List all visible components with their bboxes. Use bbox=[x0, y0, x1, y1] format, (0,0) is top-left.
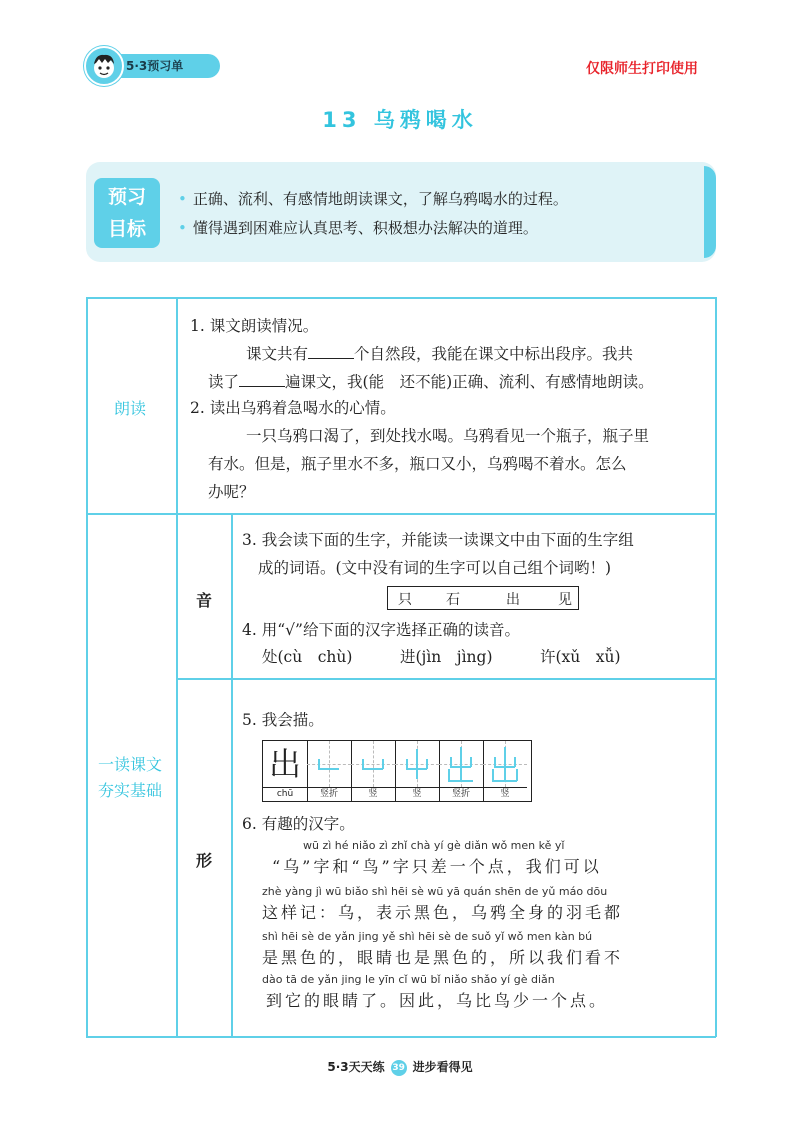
goals-badge bbox=[94, 178, 160, 248]
footer-right: 进步看得见 bbox=[412, 1060, 473, 1074]
pinyin-line: shì hēi sè de yǎn jing yě shì hēi sè de suǒ yǐ wǒ men kàn bú bbox=[262, 930, 593, 943]
goals-badge-line2: 目标 bbox=[107, 218, 146, 240]
grid-cell[interactable] bbox=[483, 741, 527, 787]
print-notice: 仅限师生打印使用 bbox=[586, 61, 698, 77]
table-border-right bbox=[715, 297, 717, 1037]
new-char: 出 bbox=[506, 592, 520, 608]
new-char-box bbox=[387, 586, 579, 610]
grid-cell bbox=[263, 741, 308, 787]
q1-line1-a: 课文共有 bbox=[246, 345, 309, 363]
label-yin: 音 bbox=[196, 591, 213, 610]
goal-item: • 懂得遇到困难应认真思考、积极想办法解决的道理。 bbox=[178, 219, 538, 237]
hanzi-line: 到它的眼睛了。因此，乌比鸟少一个点。 bbox=[266, 991, 609, 1010]
page-title: 13 乌鸦喝水 bbox=[322, 108, 478, 132]
goal-text: 正确、流利、有感情地朗读课文，了解乌鸦喝水的过程。 bbox=[192, 190, 568, 208]
grid-cell[interactable] bbox=[351, 741, 396, 787]
q4-option[interactable]: 许(xǔ xǚ) bbox=[540, 648, 621, 666]
q2-title: 2. 读出乌鸦着急喝水的心情。 bbox=[190, 399, 396, 417]
table-border-bottom bbox=[86, 1036, 716, 1038]
table-border-top bbox=[86, 297, 716, 299]
hanzi-line: “乌”字和“鸟”字只差一个点，我们可以 bbox=[272, 857, 602, 876]
q4-option[interactable]: 进(jìn jìng) bbox=[400, 648, 493, 666]
q1-line2-b: 遍课文，我(能 还不能)正确、流利、有感情地朗读。 bbox=[285, 373, 654, 391]
q2-line1: 一只乌鸦口渴了，到处找水喝。乌鸦看见一个瓶子，瓶子里 bbox=[246, 427, 650, 445]
q5-title: 5. 我会描。 bbox=[242, 711, 324, 729]
stroke-trace-icon bbox=[307, 741, 351, 787]
goals-box bbox=[86, 162, 716, 262]
writing-grid[interactable] bbox=[262, 740, 532, 802]
hanzi-line: 是黑色的，眼睛也是黑色的，所以我们看不 bbox=[262, 948, 624, 967]
mascot-icon bbox=[84, 46, 124, 86]
stroke-trace-icon bbox=[439, 741, 483, 787]
q1-line2-a: 读了 bbox=[208, 373, 240, 391]
page-number: 39 bbox=[391, 1060, 407, 1076]
q1-line1-b: 个自然段，我能在课文中标出段序。我共 bbox=[354, 345, 634, 363]
blank-read-times[interactable] bbox=[239, 372, 285, 387]
label-yidu-line2: 夯实基础 bbox=[98, 781, 163, 800]
pinyin-line: wū zì hé niǎo zì zhǐ chà yí gè diǎn wǒ men kě yǐ bbox=[303, 839, 565, 852]
table-border-left bbox=[86, 297, 88, 1037]
new-char: 石 bbox=[446, 592, 460, 608]
new-char: 只 bbox=[398, 592, 412, 608]
table-row-divider bbox=[176, 678, 716, 680]
q3-line1: 3. 我会读下面的生字，并能读一读课文中由下面的生字组 bbox=[242, 531, 634, 549]
pinyin-line: dào tā de yǎn jing le yīn cǐ wū bǐ niǎo shǎo yí gè diǎn bbox=[262, 973, 555, 986]
footer-left: 5·3天天练 bbox=[327, 1060, 385, 1074]
q2-line2: 有水。但是，瓶子里水不多，瓶口又小，乌鸦喝不着水。怎么 bbox=[208, 455, 627, 473]
stroke-trace-icon bbox=[395, 741, 439, 787]
stroke-trace-icon bbox=[483, 741, 527, 787]
q4-option[interactable]: 处(cù chù) bbox=[262, 648, 353, 666]
q1-line2 bbox=[208, 372, 654, 392]
new-char: 见 bbox=[558, 592, 572, 608]
table-row-divider bbox=[86, 513, 716, 515]
pinyin-line: zhè yàng jì wū biǎo shì hēi sè wū yā quán shēn de yǔ máo dōu bbox=[262, 885, 608, 898]
label-langdu: 朗读 bbox=[114, 399, 147, 418]
goals-box-edge bbox=[704, 166, 716, 258]
q3-line2: 成的词语。(文中没有词的生字可以自己组个词哟！) bbox=[258, 559, 612, 577]
stroke-label: 竖 bbox=[395, 787, 440, 802]
stroke-label: 竖 bbox=[351, 787, 396, 802]
goal-text: 懂得遇到困难应认真思考、积极想办法解决的道理。 bbox=[192, 219, 538, 237]
grid-cell[interactable] bbox=[307, 741, 352, 787]
header-badge-label: 5·3预习单 bbox=[126, 59, 184, 73]
goals-badge-line1: 预习 bbox=[107, 186, 146, 208]
q1-title: 1. 课文朗读情况。 bbox=[190, 317, 319, 335]
pinyin-label: chū bbox=[263, 787, 308, 802]
q1-line1 bbox=[246, 344, 633, 364]
q2-line3: 办呢？ bbox=[208, 483, 255, 501]
goal-item: • 正确、流利、有感情地朗读课文，了解乌鸦喝水的过程。 bbox=[178, 190, 568, 208]
stroke-label: 竖折 bbox=[439, 787, 484, 802]
table-col-divider bbox=[176, 297, 178, 1037]
table-subcol-divider bbox=[231, 513, 233, 1037]
grid-cell[interactable] bbox=[439, 741, 484, 787]
grid-cell[interactable] bbox=[395, 741, 440, 787]
stroke-label: 竖折 bbox=[307, 787, 352, 802]
blank-paragraph-count[interactable] bbox=[308, 344, 354, 359]
q6-title: 6. 有趣的汉字。 bbox=[242, 815, 355, 833]
label-yidu-line1: 一读课文 bbox=[98, 755, 163, 774]
q4-title: 4. 用“√”给下面的汉字选择正确的读音。 bbox=[242, 621, 520, 639]
hanzi-line: 这样记：乌，表示黑色，乌鸦全身的羽毛都 bbox=[262, 903, 624, 922]
footer bbox=[0, 1058, 800, 1076]
model-char: 出 bbox=[268, 745, 301, 783]
stroke-label: 竖 bbox=[483, 787, 527, 802]
stroke-trace-icon bbox=[351, 741, 395, 787]
label-xing: 形 bbox=[196, 851, 213, 870]
